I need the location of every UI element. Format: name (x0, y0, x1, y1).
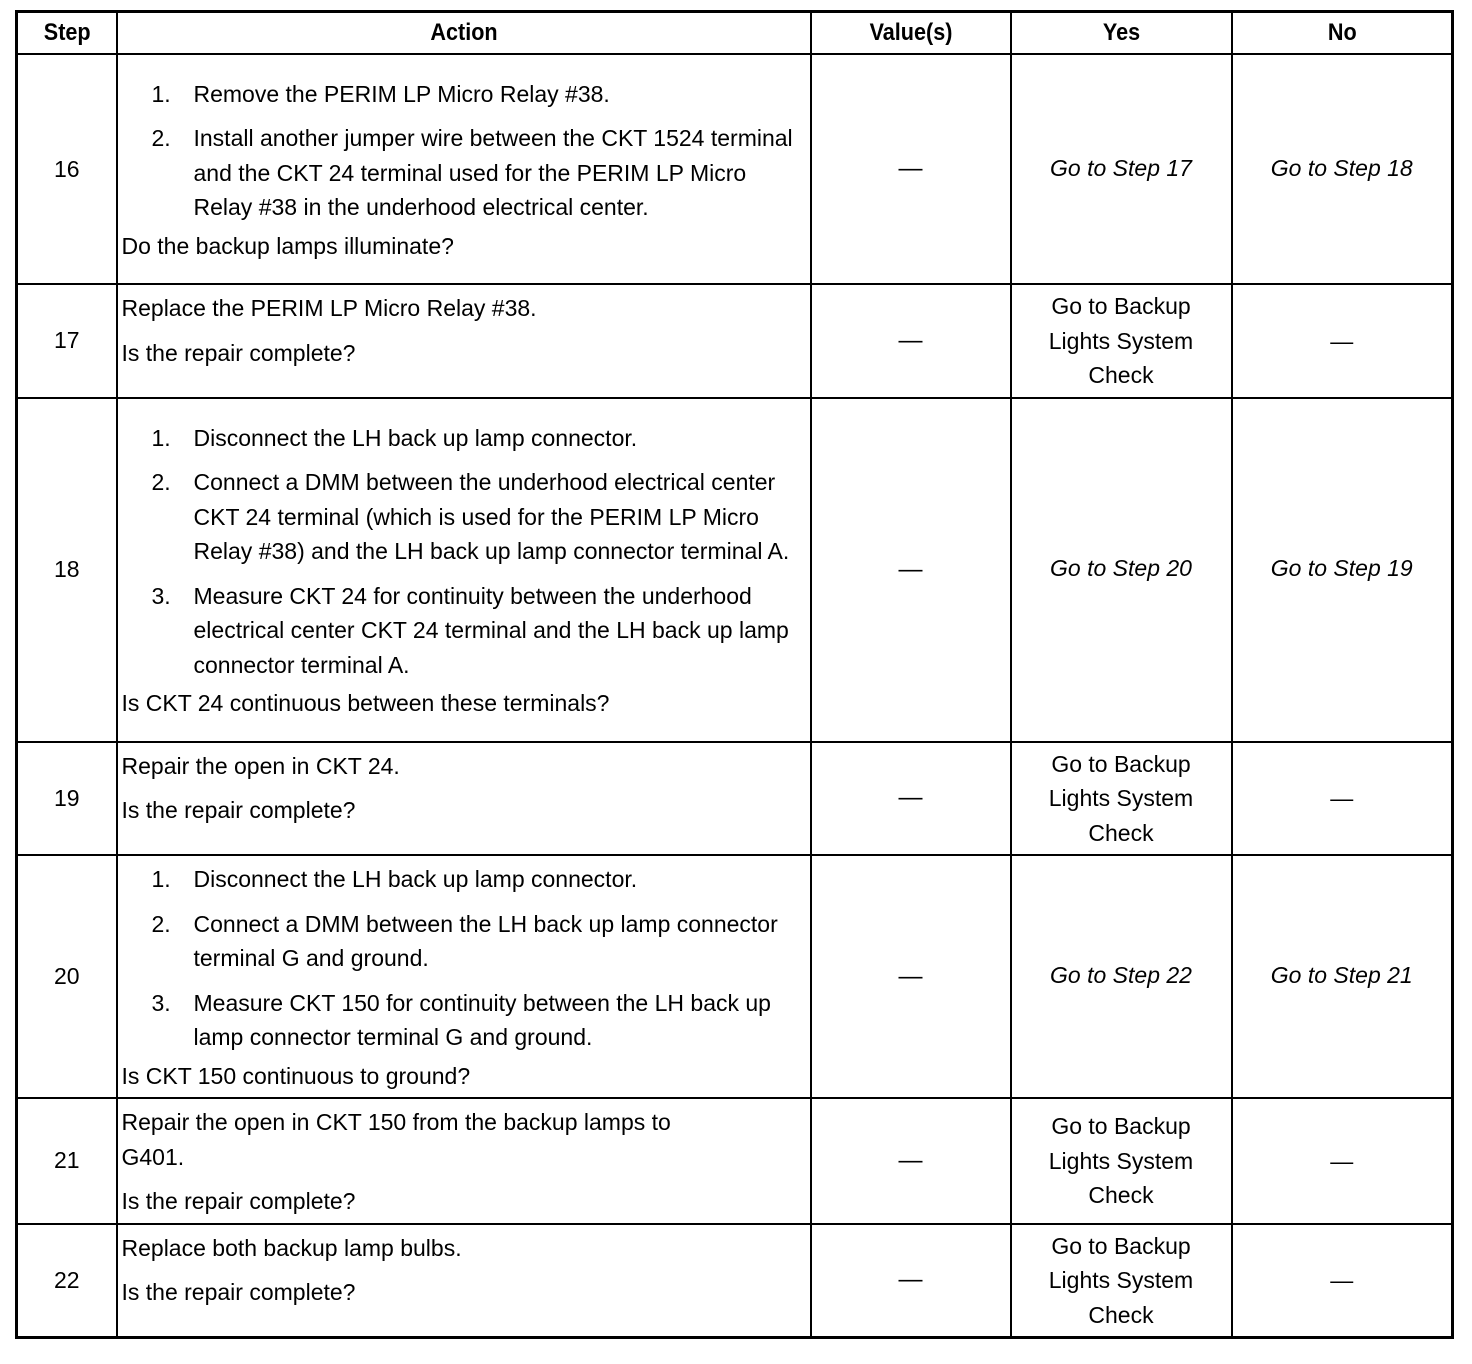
header-step: Step (22, 12, 112, 55)
action-step: 2. Connect a DMM between the LH back up lamp connector terminal G and ground. (151, 910, 778, 971)
table-row (17, 284, 1453, 398)
action-cell (117, 398, 811, 742)
no-cell: — (1232, 284, 1453, 398)
action-cell (117, 1098, 811, 1224)
action-text: Repair the open in CKT 24. (121, 752, 400, 779)
header-action: Action (151, 12, 776, 55)
no-cell: — (1232, 1224, 1453, 1338)
action-step: 2. Install another jumper wire between the CKT 1524 terminal and the CKT 24 terminal used for the PERIM LP Micro Relay #38 in the underhood electrical center. (151, 125, 793, 221)
value-cell: — (811, 1224, 1011, 1338)
no-cell: Go to Step 18 (1232, 54, 1453, 284)
diagnostic-table (15, 10, 1454, 1339)
action-cell (117, 284, 811, 398)
step-number: 18 (17, 398, 117, 742)
action-cell (117, 742, 811, 856)
yes-cell: Go to Backup Lights System Check (1011, 1224, 1232, 1338)
step-number: 20 (17, 855, 117, 1098)
action-step: 1. Disconnect the LH back up lamp connector. (151, 866, 638, 892)
action-cell (117, 1224, 811, 1338)
action-step: 1. Disconnect the LH back up lamp connector. (151, 424, 638, 451)
no-cell: Go to Step 21 (1232, 855, 1453, 1098)
value-cell: — (811, 1098, 1011, 1224)
step-number: 17 (17, 284, 117, 398)
no-cell: — (1232, 1098, 1453, 1224)
table-row (17, 855, 1453, 1098)
action-text: Repair the open in CKT 150 from the backup lamps to G401. (121, 1109, 671, 1170)
action-cell (117, 855, 811, 1098)
action-text: Replace the PERIM LP Micro Relay #38. (121, 295, 537, 321)
header-no: No (1243, 12, 1442, 55)
action-steps (122, 77, 796, 225)
header-yes: Yes (1022, 12, 1221, 55)
action-step: 3. Measure CKT 150 for continuity between the LH back up lamp connector terminal G and ground. (151, 989, 771, 1050)
step-number: 16 (17, 54, 117, 284)
action-cell (117, 54, 811, 284)
yes-cell: Go to Step 22 (1011, 855, 1232, 1098)
value-cell: — (811, 54, 1011, 284)
step-number: 19 (17, 742, 117, 856)
action-steps (122, 862, 796, 1055)
table-row (17, 1098, 1453, 1224)
table-row (17, 54, 1453, 284)
no-cell: — (1232, 742, 1453, 856)
action-question: Is CKT 24 continuous between these terminals? (121, 690, 610, 716)
yes-cell: Go to Backup Lights System Check (1011, 742, 1232, 856)
yes-cell: Go to Backup Lights System Check (1011, 1098, 1232, 1224)
action-step: 3. Measure CKT 24 for continuity between the underhood electrical center CKT 24 terminal and the LH back up lamp connector terminal A. (151, 582, 789, 678)
diagnostic-table-container (15, 10, 1451, 1339)
step-number: 21 (17, 1098, 117, 1224)
action-step: 1. Remove the PERIM LP Micro Relay #38. (151, 80, 610, 107)
table-row (17, 398, 1453, 742)
yes-cell: Go to Step 17 (1011, 54, 1232, 284)
no-cell: Go to Step 19 (1232, 398, 1453, 742)
table-row (17, 742, 1453, 856)
action-question: Do the backup lamps illuminate? (121, 232, 454, 259)
action-question: Is the repair complete? (121, 339, 356, 366)
step-number: 22 (17, 1224, 117, 1338)
action-question: Is the repair complete? (121, 1279, 356, 1305)
action-question: Is the repair complete? (121, 1188, 356, 1214)
header-row (17, 12, 1453, 55)
action-question: Is the repair complete? (121, 797, 356, 823)
header-values: Value(s) (821, 12, 1001, 55)
value-cell: — (811, 398, 1011, 742)
action-steps (122, 421, 796, 683)
value-cell: — (811, 855, 1011, 1098)
action-question: Is CKT 150 continuous to ground? (121, 1062, 471, 1089)
table-row (17, 1224, 1453, 1338)
action-step: 2. Connect a DMM between the underhood electrical center CKT 24 terminal (which is used for the PERIM LP Micro Relay #38) and the LH back up lamp connector terminal A. (151, 469, 790, 564)
value-cell: — (811, 742, 1011, 856)
yes-cell: Go to Backup Lights System Check (1011, 284, 1232, 398)
action-text: Replace both backup lamp bulbs. (121, 1234, 462, 1261)
value-cell: — (811, 284, 1011, 398)
yes-cell: Go to Step 20 (1011, 398, 1232, 742)
